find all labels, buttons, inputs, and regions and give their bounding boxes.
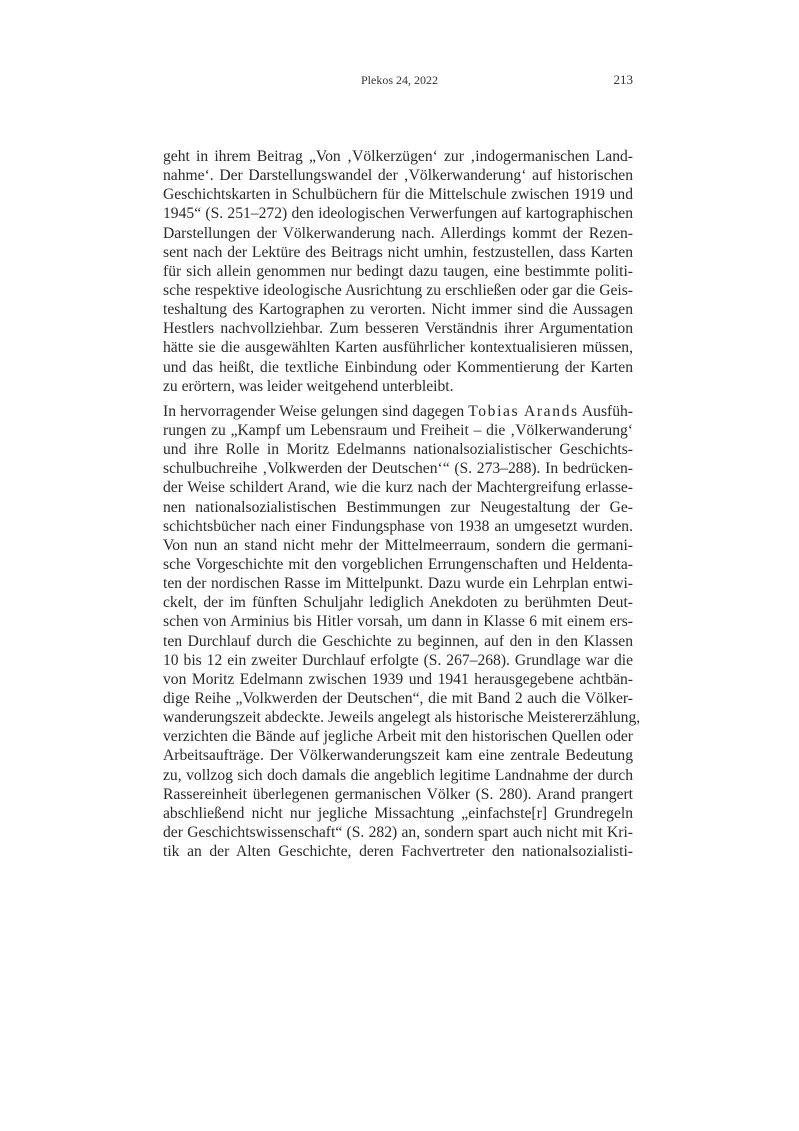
text-fragment: In hervorragender Weise gelungen sind dagegen (163, 402, 469, 420)
text-line: wanderungszeit abdeckte. Jeweils angelegt als historische Meistererzählung, (163, 709, 641, 727)
text-line: 1945“ (S. 251–272) den ideologischen Verwerfungen auf kartographischen (163, 205, 633, 223)
text-line: abschließend nicht nur jegliche Missachtung „einfachste[r] Grundregeln (163, 804, 633, 822)
text-line: Hestlers nachvollziehbar. Zum besseren Verständnis ihrer Argumentation (163, 320, 633, 338)
text-line: 10 bis 12 ein zweiter Durchlauf erfolgte (S. 267–268). Grundlage war die (163, 651, 633, 669)
text-line: für sich allein genommen nur bedingt dazu taugen, eine bestimmte politi- (163, 262, 633, 280)
text-line: und ihre Rolle in Moritz Edelmanns nationalsozialistischer Geschichts- (163, 441, 633, 459)
text-line: ckelt, der im fünften Schuljahr lediglich Anekdoten zu berühmten Deut- (163, 594, 633, 612)
text-line: sche Vorgeschichte mit den vorgeblichen Errungenschaften und Heldenta- (163, 555, 633, 573)
text-line: nahme‘. Der Darstellungswandel der ‚Völkerwanderung‘ auf historischen (163, 167, 633, 185)
author-name: Tobias Arands (468, 402, 579, 420)
text-line: verzichten die Bände auf jegliche Arbeit mit den historischen Quellen oder (163, 728, 633, 746)
text-line: von Moritz Edelmann zwischen 1939 und 1941 herausgegebene achtbän- (163, 670, 633, 688)
text-line: zu erörtern, was leider weitgehend unterbleibt. (163, 377, 454, 395)
paragraph-2 (163, 402, 641, 861)
text-line: Rassereinheit überlegenen germanischen Völker (S. 280). Arand prangert (163, 785, 633, 803)
text-line: hätte sie die ausgewählten Karten ausführlicher kontextualisieren müssen, (163, 339, 633, 357)
text-line: sent nach der Lektüre des Beitrags nicht umhin, festzustellen, dass Karten (163, 243, 633, 261)
text-fragment: Ausfüh- (578, 402, 633, 420)
paragraph-1 (163, 147, 633, 396)
text-line: dige Reihe „Volkwerden der Deutschen“, die mit Band 2 auch die Völker- (163, 689, 633, 707)
text-line: der Weise schildert Arand, wie die kurz nach der Machtergreifung erlasse- (163, 479, 633, 497)
text-line: schichtsbücher nach einer Findungsphase von 1938 an umgesetzt wurden. (163, 517, 633, 535)
text-line: tik an der Alten Geschichte, deren Fachvertreter den nationalsozialisti- (163, 843, 633, 861)
text-line: der Geschichtswissenschaft“ (S. 282) an, sondern spart auch nicht mit Kri- (163, 823, 633, 841)
journal-citation: Plekos 24, 2022 (360, 73, 438, 87)
text-line: zu, vollzog sich doch damals die angeblich legitime Landnahme der durch (163, 766, 633, 784)
body-text (163, 147, 641, 861)
text-line: und das heißt, die textliche Einbindung oder Kommentierung der Karten (163, 358, 633, 376)
text-line: Arbeitsaufträge. Der Völkerwanderungszeit kam eine zentrale Bedeutung (163, 747, 633, 765)
text-line: schulbuchreihe ‚Volkwerden der Deutschen‘“ (S. 273–288). In bedrücken- (163, 460, 633, 478)
page-number: 213 (613, 72, 633, 87)
text-line: teshaltung des Kartographen zu verorten. Nicht immer sind die Aussagen (163, 301, 633, 319)
text-line: sche respektive ideologische Ausrichtung zu erschließen oder gar die Geis- (163, 281, 633, 299)
text-line: ten der nordischen Rasse im Mittelpunkt. Dazu wurde ein Lehrplan entwi- (163, 575, 633, 593)
text-line: nen nationalsozialistischen Bestimmungen zur Neugestaltung der Ge- (163, 498, 633, 516)
text-line: Von nun an stand nicht mehr der Mittelmeerraum, sondern die germani- (163, 536, 633, 554)
text-line: Darstellungen der Völkerwanderung nach. Allerdings kommt der Rezen- (163, 224, 633, 242)
text-line: geht in ihrem Beitrag „Von ‚Völkerzügen‘ zur ‚indogermanischen Land- (163, 148, 633, 165)
text-line: rungen zu „Kampf um Lebensraum und Freiheit – die ‚Völkerwanderung‘ (163, 421, 633, 439)
text-line: schen von Arminius bis Hitler vorsah, um dann in Klasse 6 mit einem ers- (163, 613, 633, 631)
text-line: Geschichtskarten in Schulbüchern für die Mittelschule zwischen 1919 und (163, 186, 633, 204)
text-line-first (163, 402, 633, 421)
text-line: ten Durchlauf durch die Geschichte zu beginnen, auf den in den Klassen (163, 632, 633, 650)
